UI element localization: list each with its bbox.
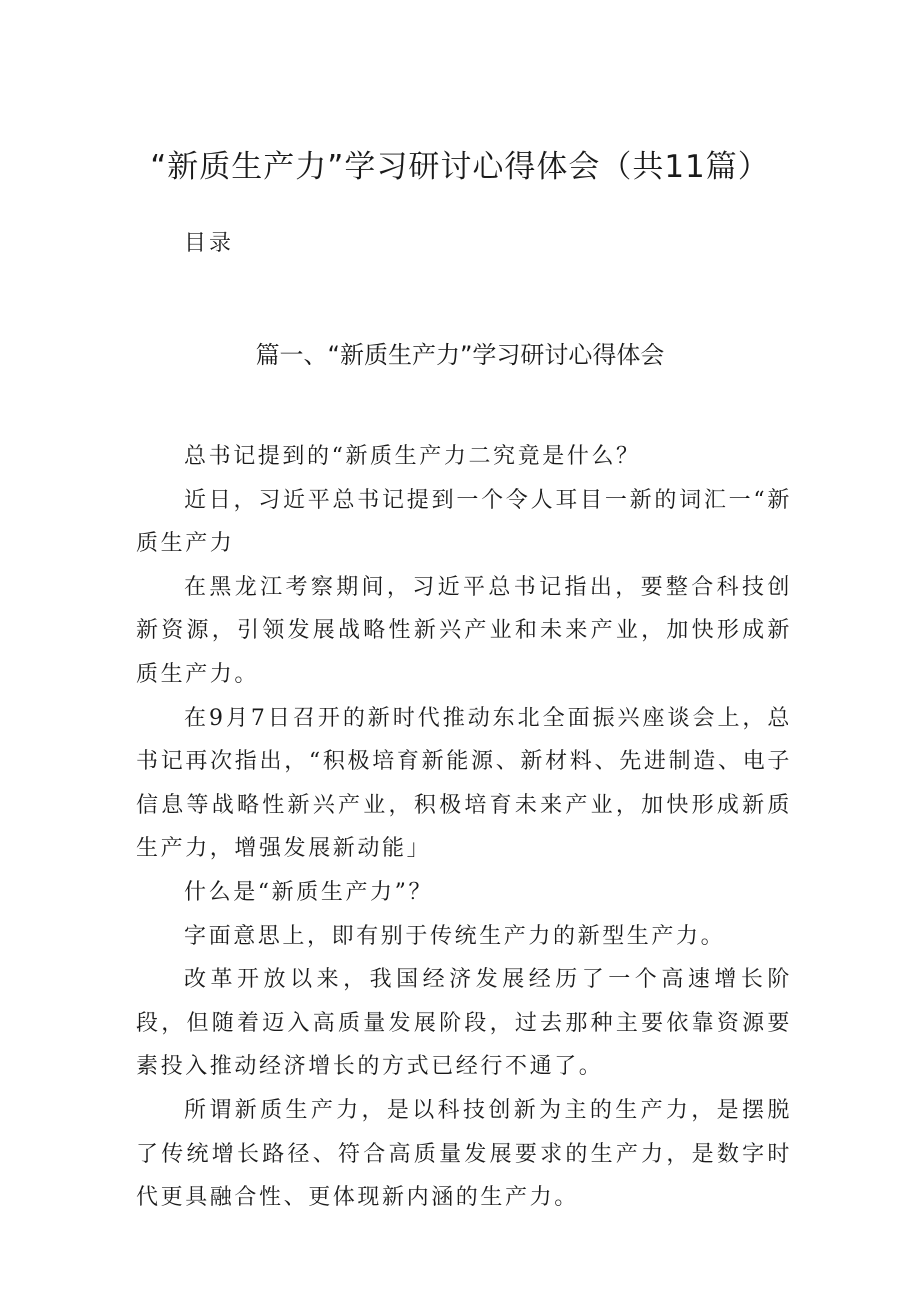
body-text: [136, 435, 792, 1220]
paragraph: 什么是“新质生产力”？: [184, 879, 434, 905]
table-of-contents-label: 目录: [184, 231, 235, 256]
paragraph: 在9月7日召开的新时代推动东北全面振兴座谈会上，总书记再次指出，“积极培育新能源、新材料、先进制造、电子信息等战略性新兴产业，积极培育未来产业，加快形成新质生产力，增强发展新动能」: [136, 705, 792, 862]
paragraph: 在黑龙江考察期间，习近平总书记指出，要整合科技创新资源，引领发展战略性新兴产业和未来产业，加快形成新质生产力。: [136, 574, 792, 687]
document-title: “新质生产力”学习研讨心得体会（共11篇）: [150, 149, 770, 185]
paragraph: 总书记提到的“新质生产力二究竟是什么？: [184, 444, 641, 469]
paragraph: 字面意思上，即有别于传统生产力的新型生产力。: [184, 923, 726, 949]
paragraph: 改革开放以来，我国经济发展经历了一个高速增长阶段，但随着迈入高质量发展阶段，过去那种主要依靠资源要素投入推动经济增长的方式已经行不通了。: [136, 967, 792, 1080]
paragraph: 近日，习近平总书记提到一个令人耳目一新的词汇一“新质生产力: [136, 487, 792, 557]
section-title: 篇一、“新质生产力”学习研讨心得体会: [255, 341, 665, 369]
paragraph: 所谓新质生产力，是以科技创新为主的生产力，是摆脱了传统增长路径、符合高质量发展要求的生产力，是数字时代更具融合性、更体现新内涵的生产力。: [136, 1097, 792, 1211]
